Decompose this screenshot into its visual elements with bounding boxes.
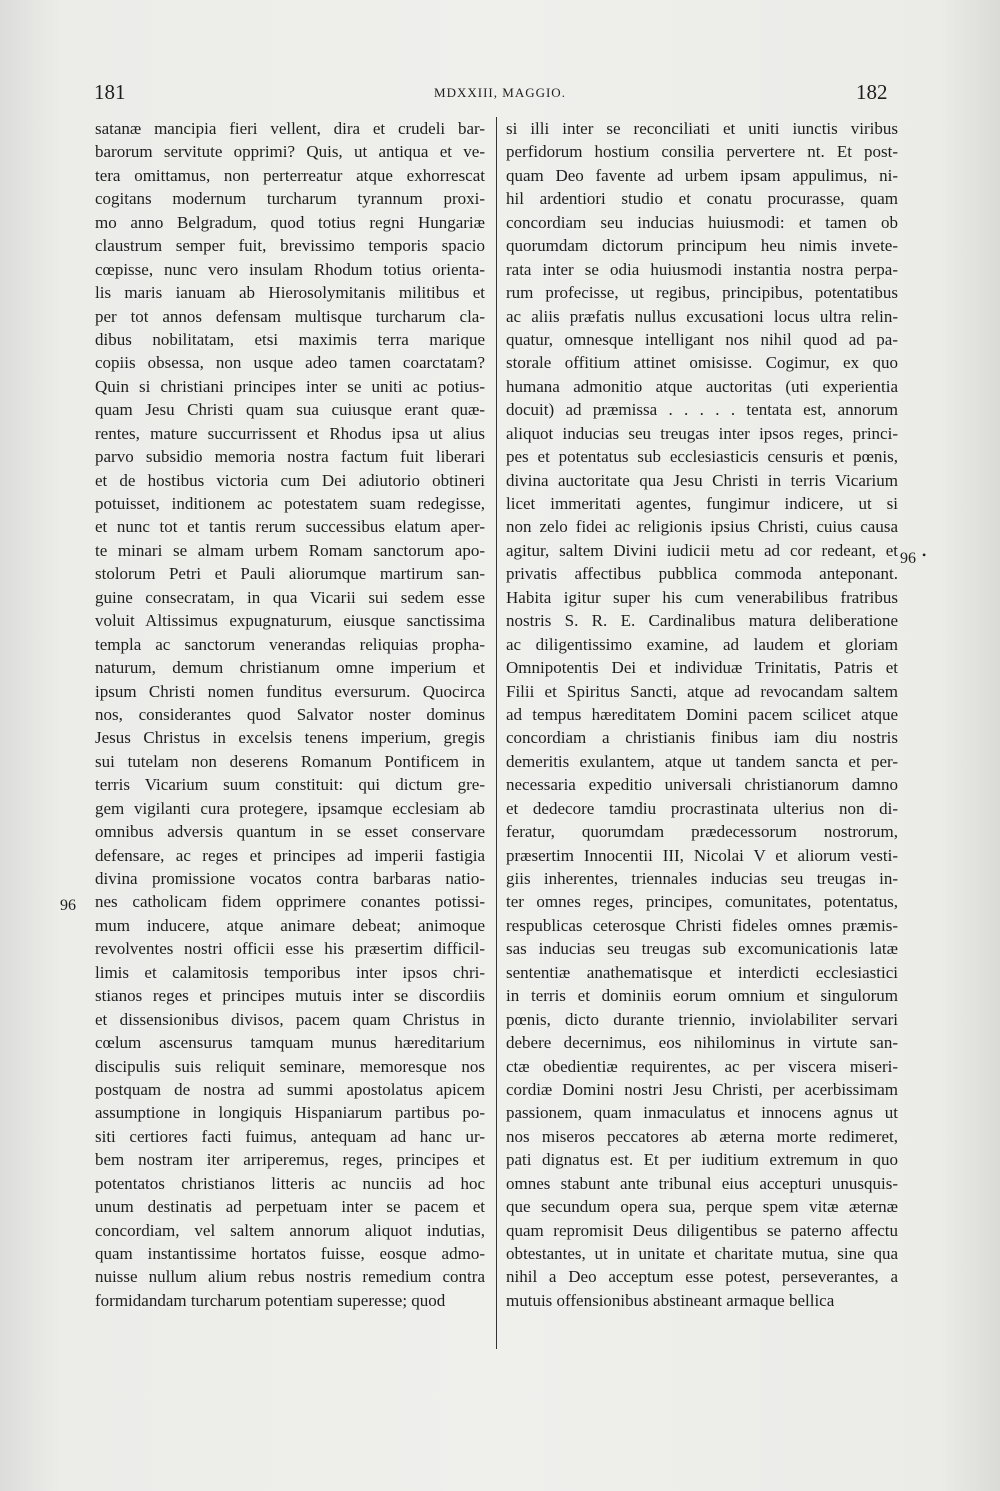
- text-line: terris Vicarium suum constituit: qui dictum gre-: [95, 775, 485, 795]
- text-line: humana admonitio atque auctoritas (uti experientia: [506, 376, 898, 396]
- text-line: quam repromisit Deus diligentibus se paterno affectu: [506, 1220, 898, 1240]
- text-line: perfidorum hostium consilia pervertere nt. Et post-: [506, 142, 898, 162]
- text-line: defensare, ac reges et principes ad imperii fastigia: [95, 845, 485, 865]
- text-line: hil ardentiori studio et conatu procurasse, quam: [506, 189, 898, 209]
- text-line: privatis affectibus pubblica commoda anteponant.: [506, 564, 898, 584]
- text-line: mo anno Belgradum, quod totius regni Hungariæ: [95, 212, 485, 232]
- column-divider: [496, 117, 497, 1349]
- text-line: parvo subsidio memoria nostra factum fuit liberari: [95, 447, 485, 467]
- text-line: Quin si christiani principes inter se uniti ac potius-: [95, 376, 485, 396]
- text-line: concordiam a christianis finibus iam diu nostris: [506, 728, 898, 748]
- text-line: tera omittamus, non perterreatur atque exhorrescat: [95, 165, 485, 185]
- text-line: obtestantes, ut in unitate et charitate mutua, sine qua: [506, 1244, 898, 1263]
- running-title: MDXXIII, MAGGIO.: [434, 85, 566, 100]
- text-line: voluit Altissimus expugnaturum, eiusque sanctissima: [95, 611, 485, 631]
- text-line: stolorum Petri et Pauli aliorumque martirum san-: [95, 564, 485, 584]
- text-line: quam instantissime hortatos fuisse, eosque admo-: [95, 1244, 485, 1263]
- right-margin-number: 96: [900, 550, 916, 567]
- text-line: debere decernimus, eos nihilominus in virtute san-: [506, 1033, 898, 1053]
- text-line: divina auctoritate qua Jesu Christi in terris Vicarium: [506, 470, 898, 490]
- text-line: formidandam turcharum potentiam superesse; quod: [95, 1290, 446, 1310]
- text-line: necessaria expeditio universali christianorum damno: [506, 775, 898, 795]
- text-line: nuisse nullum alium rebus nostris remedium contra: [95, 1267, 485, 1287]
- text-line: sas inducias seu treugas sub excomunicationis latæ: [506, 939, 898, 959]
- text-line: divina promissione vocatos contra barbaras natio-: [95, 869, 485, 888]
- text-line: discipulis suis reliquit seminare, memoresque nos: [95, 1056, 485, 1076]
- text-line: te minari se almam urbem Romam sanctorum apo-: [95, 540, 485, 560]
- page-header: [0, 74, 1000, 114]
- text-line: Habita igitur super his cum venerabilibus fratribus: [506, 587, 898, 607]
- text-line: postquam de nostra ad summi apostolatus apicem: [95, 1079, 485, 1099]
- text-line: lis maris ianuam ab Hierosolymitanis militibus et: [95, 283, 485, 303]
- text-line: unum destinatis ad perpetuam inter se pacem et: [95, 1197, 485, 1217]
- text-line: mutuis offensionibus abstineant armaque bellica: [506, 1290, 835, 1310]
- text-line: concordiam seu inducias huiusmodi: et tamen ob: [506, 212, 898, 232]
- text-line: rata inter se odia huiusmodi instantia nostra perpa-: [506, 259, 898, 279]
- text-line: revolventes nostri officii esse his præsertim difficil-: [95, 939, 485, 959]
- text-line: dibus nobilitatam, etsi maximis terra marique: [95, 329, 485, 349]
- text-line: feratur, quorumdam prædecessorum nostrorum,: [506, 822, 898, 842]
- text-line: aliquot inducias seu treugas inter ipsos reges, princi-: [506, 423, 898, 443]
- text-line: bem nostram iter arriperemus, reges, principes et: [95, 1150, 485, 1170]
- text-line: nos miseros peccatores ab æterna morte redimeret,: [506, 1126, 898, 1146]
- text-line: mum inducere, atque animare debeat; animoque: [95, 915, 485, 935]
- right-page-number: 182: [856, 80, 888, 104]
- text-line: cœlum ascensurus tamquam munus hæreditarium: [95, 1033, 485, 1053]
- text-line: cordiæ Domini nostri Jesu Christi, per acerbissimam: [506, 1079, 898, 1099]
- text-line: assumptione in longiquis Hispaniarum partibus po-: [95, 1103, 485, 1123]
- text-line: demeritis exulantem, atque ut tandem sancta et per-: [506, 751, 898, 771]
- text-line: nihil a Deo acceptum esse potest, perseverantes, a: [506, 1267, 898, 1287]
- text-line: pati dignatus est. Et per iuditium extremum in quo: [506, 1150, 898, 1170]
- text-line: docuit) ad præmissa . . . . . tentata est, annorum: [506, 400, 898, 420]
- text-line: quorumdam dictorum principum heu nimis invete-: [506, 236, 898, 256]
- text-line: quam Jesu Christi quam sua cuiusque erant quæ-: [95, 400, 485, 420]
- text-line: ipsum Christi nomen funditus eversurum. Quocirca: [95, 681, 485, 701]
- text-line: potentatos christianos litteris ac nunciis ad hoc: [95, 1173, 485, 1193]
- text-line: copiis obsessa, non usque adeo tamen coarctatam?: [95, 353, 485, 373]
- text-line: Omnipotentis Dei et individuæ Trinitatis, Patris et: [506, 658, 898, 678]
- right-text-column: [506, 117, 898, 1312]
- text-line: templa ac sanctorum venerandas reliquias propha-: [95, 634, 485, 654]
- text-line: guine consecratam, in qua Vicarii sui sedem esse: [95, 587, 485, 607]
- text-line: præsertim Innocentii III, Nicolai V et aliorum vesti-: [506, 845, 898, 865]
- text-line: giis inherentes, triennales inducias seu treugas in-: [506, 869, 898, 888]
- text-line: passionem, quam inmaculatus et innocens agnus ut: [506, 1103, 898, 1123]
- text-line: pœnis, dicto durante triennio, inviolabiliter servari: [506, 1009, 898, 1029]
- text-line: sententiæ anathematisque et interdicti ecclesiastici: [506, 962, 898, 982]
- text-line: et de hostibus victoria cum Dei adiutorio obtineri: [95, 470, 485, 490]
- text-line: et dedecore tamdiu procrastinata ulterius non di-: [506, 798, 898, 818]
- text-line: et nunc tot et tantis rerum successibus elatum aper-: [95, 517, 485, 537]
- text-line: ac diligentissimo examine, ad laudem et gloriam: [506, 634, 898, 654]
- text-line: ter omnes reges, principes, comunitates, potentatus,: [506, 892, 898, 912]
- text-line: ctæ obedientiæ requirentes, ac per viscera miseri-: [506, 1056, 898, 1076]
- text-line: omnes stabunt ante tribunal eius accepturi unusquis-: [506, 1173, 898, 1193]
- text-line: non zelo fidei ac religionis ipsius Christi, cuius causa: [506, 517, 898, 537]
- text-line: rentes, mature succurrissent et Rhodus ipsa ut alius: [95, 423, 485, 443]
- text-line: siti certiores facti fuimus, antequam ad hanc ur-: [95, 1126, 485, 1146]
- text-line: cœpisse, nunc vero insulam Rhodum totius orienta-: [95, 259, 485, 279]
- text-line: limis et calamitosis temporibus inter ipsos chri-: [95, 962, 485, 982]
- text-line: satanæ mancipia fieri vellent, dira et crudeli bar-: [95, 119, 485, 138]
- text-line: et dissensionibus divisos, pacem quam Christus in: [95, 1009, 485, 1029]
- right-margin-mark: •: [922, 548, 927, 562]
- text-line: respublicas ceterosque Christi fideles omnes præmis-: [506, 915, 898, 935]
- text-line: nostris S. R. E. Cardinalibus matura deliberatione: [506, 611, 898, 631]
- text-line: omnibus adversis quantum in se esset conservare: [95, 822, 485, 842]
- text-line: stianos reges et principes mutuis inter se discordiis: [95, 986, 485, 1006]
- text-line: que secundum opera sua, perque spem vitæ æternæ: [506, 1197, 898, 1217]
- text-line: ad tempus hæreditatem Domini pacem scilicet atque: [506, 704, 898, 724]
- text-line: Filii et Spiritus Sancti, atque ad revocandam saltem: [506, 681, 898, 701]
- left-text-column: [95, 117, 485, 1312]
- text-line: si illi inter se reconciliati et uniti iunctis viribus: [506, 119, 898, 138]
- text-line: ac aliis præfatis nullus excusationi locus ultra relin-: [506, 306, 898, 326]
- text-line: Jesus Christus in excelsis tenens imperium, gregis: [95, 728, 485, 748]
- text-line: quatur, omnesque intelligant nos nihil quod ad pa-: [506, 329, 898, 349]
- text-line: barorum servitute opprimi? Quis, ut antiqua et ve-: [95, 142, 485, 162]
- text-line: quam Deo favente ad urbem ipsam appulimus, ni-: [506, 165, 898, 185]
- text-line: storale offitium attinet omisisse. Cogimur, ex quo: [506, 353, 898, 373]
- text-line: cogitans modernum turcharum tyrannum proxi-: [95, 189, 485, 209]
- left-margin-number: 96: [60, 897, 76, 914]
- text-line: in terris et dominiis eorum omnium et singulorum: [506, 986, 898, 1006]
- text-line: agitur, saltem Divini iudicii metu ad cor redeant, et: [506, 540, 898, 560]
- text-line: potuisset, inditionem ac potestatem suam redegisse,: [95, 494, 485, 513]
- text-line: concordiam, vel saltem annorum aliquot indutias,: [95, 1220, 485, 1240]
- text-line: sui tutelam non deserens Romanum Pontificem in: [95, 751, 485, 771]
- text-line: gem vigilanti cura protegere, ipsamque ecclesiam ab: [95, 798, 485, 818]
- text-line: nes catholicam fidem opprimere conantes potissi-: [95, 892, 485, 912]
- text-line: rum profecisse, ut regibus, principibus, potentatibus: [506, 283, 898, 303]
- text-line: pes et potentatus sub ecclesiasticis censuris et pœnis,: [506, 447, 898, 467]
- text-line: licet immeritati agentes, fungimur indicere, ut si: [506, 494, 898, 513]
- text-line: per tot annos defensam multisque turcharum cla-: [95, 306, 485, 326]
- text-line: claustrum semper fuit, brevissimo temporis spacio: [95, 236, 485, 256]
- text-line: naturum, demum christianum omne imperium et: [95, 658, 485, 678]
- left-page-number: 181: [94, 80, 126, 104]
- text-line: nos, considerantes quod Salvator noster dominus: [95, 704, 485, 724]
